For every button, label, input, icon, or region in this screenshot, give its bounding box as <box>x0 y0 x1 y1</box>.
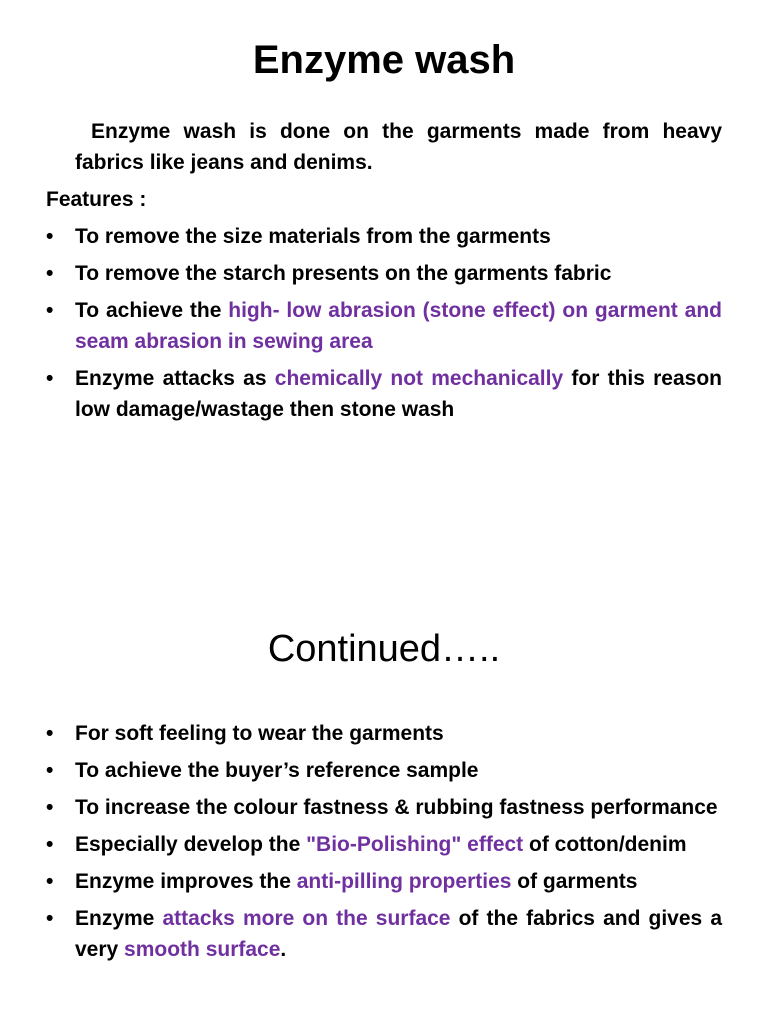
highlighted-text: chemically not mechanically <box>274 367 564 390</box>
features-list <box>46 221 722 425</box>
list-item: • For soft feeling to wear the garments <box>46 718 722 749</box>
list-item: • Enzyme improves the anti-pilling properties of garments <box>46 866 722 897</box>
slide-title: Enzyme wash <box>252 38 516 82</box>
list-item: • To achieve the buyer’s reference sample <box>46 755 722 786</box>
highlighted-text: high- low abrasion (stone effect) on garment and seam abrasion in sewing area <box>75 299 722 353</box>
highlighted-text: attacks more on the surface <box>162 907 451 930</box>
slide-title: Continued….. <box>267 628 501 670</box>
list-item: • Especially develop the "Bio-Polishing" effect of cotton/denim <box>46 829 722 860</box>
list-item: • To achieve the high- low abrasion (stone effect) on garment and seam abrasion in sewing area <box>46 295 722 357</box>
list-item: • To remove the size materials from the garments <box>46 221 722 252</box>
slide-body <box>46 718 722 971</box>
features-label: Features : <box>46 188 147 211</box>
highlighted-text: anti-pilling properties <box>296 870 512 893</box>
list-item: • To remove the starch presents on the garments fabric <box>46 258 722 289</box>
list-item: • Enzyme attacks as chemically not mechanically for this reason low damage/wastage then stone wash <box>46 363 722 425</box>
list-item: • To increase the colour fastness & rubbing fastness performance <box>46 792 722 823</box>
slide-continued <box>0 596 768 1024</box>
highlighted-text: smooth surface <box>124 938 281 961</box>
slide-body <box>46 116 722 431</box>
list-item: • Enzyme attacks more on the surface of the fabrics and gives a very smooth surface. <box>46 903 722 965</box>
intro-paragraph: Enzyme wash is done on the garments made from heavy fabrics like jeans and denims. <box>75 120 722 174</box>
highlighted-text: "Bio-Polishing" effect <box>306 833 524 856</box>
features-list <box>46 718 722 965</box>
